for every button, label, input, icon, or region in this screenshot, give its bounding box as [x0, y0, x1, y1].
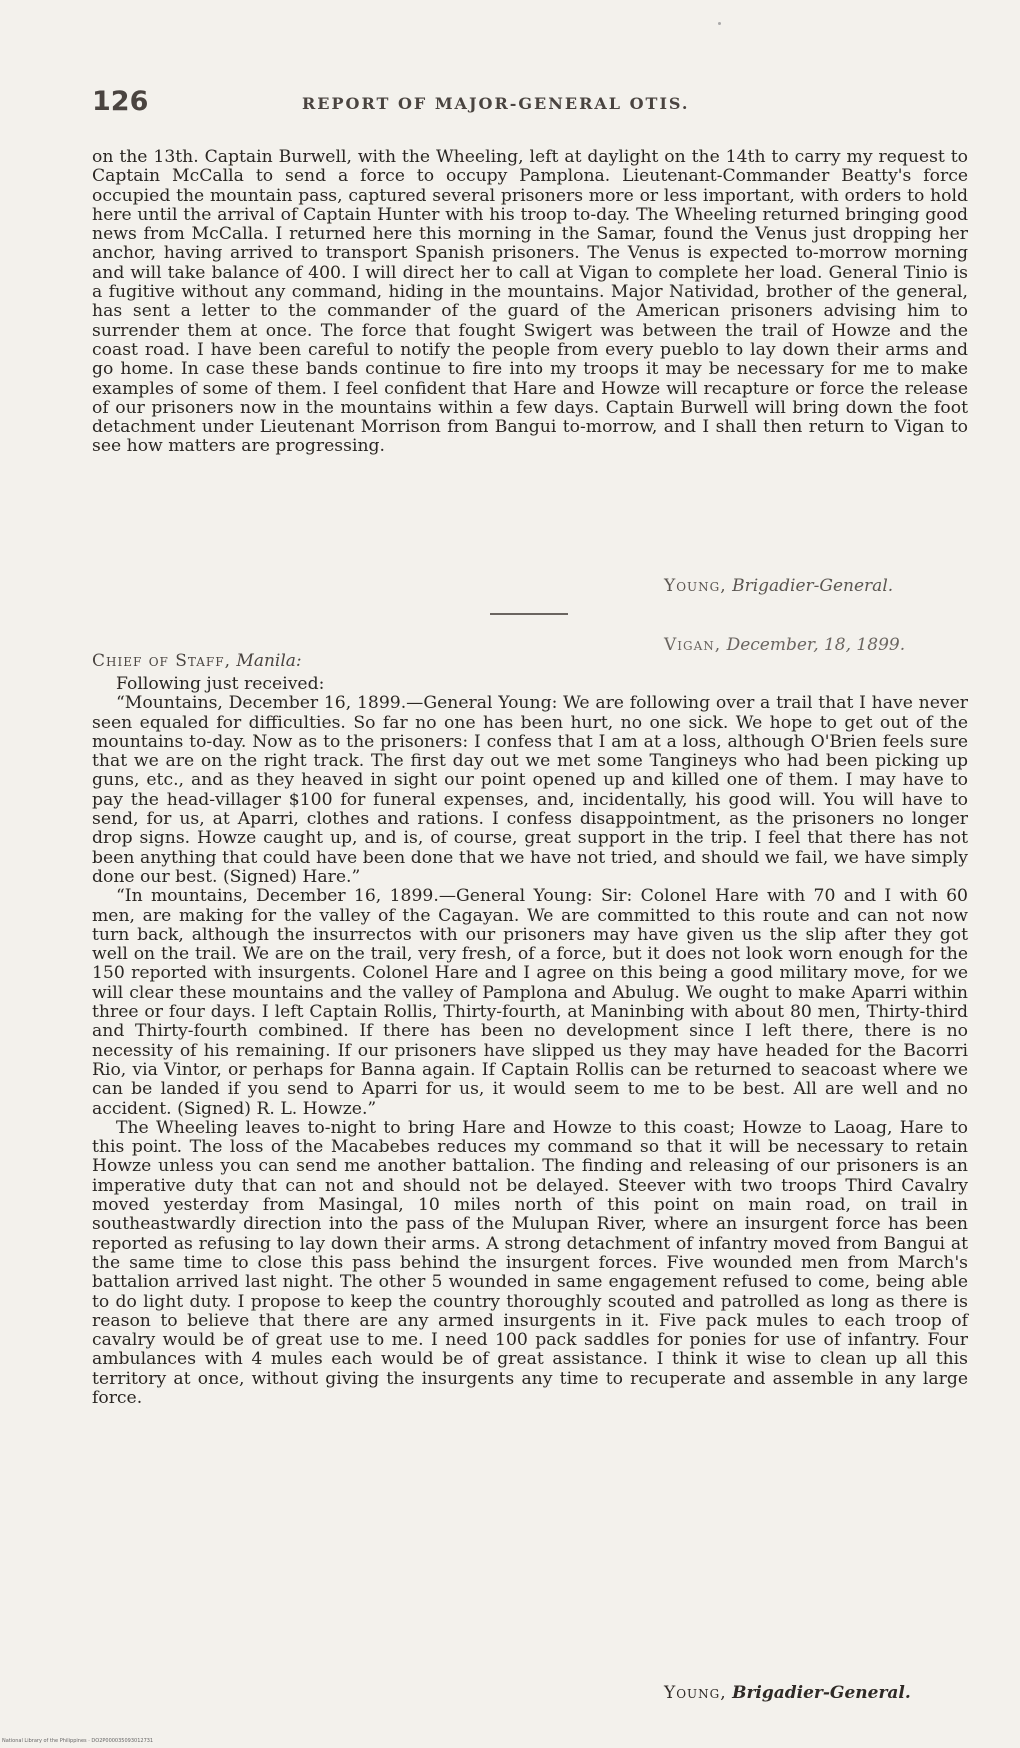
second-dispatch-signature: [664, 1683, 911, 1703]
signature-title: Brigadier-General.: [732, 1683, 911, 1703]
page-header: [92, 86, 932, 126]
signature-title: Brigadier-General.: [732, 576, 894, 596]
signature-name: Young,: [664, 1683, 727, 1703]
signature-name: Young,: [664, 576, 727, 596]
dateline-date: December, 18, 1899.: [726, 635, 906, 655]
dateline-place: Vigan,: [664, 635, 722, 655]
paragraph: Following just received:: [116, 674, 325, 694]
scan-speck: [718, 22, 721, 25]
first-dispatch-body: [92, 148, 968, 457]
addressee-place: Manila:: [236, 651, 302, 671]
addressee: [92, 651, 302, 671]
paragraph: “Mountains, December 16, 1899.—General Young: We are following over a trail that I have never seen equaled for difficulties. So far no one has been hurt, no one sick. We hope to get out of the mountains to-day. Now as to the prisoners: I confess that I am at a loss, although O'Brien feels sure that we are on the right track. The first day out we met some Tangineys who had been picking up guns, etc., and as they heaved in sight our point opened up and killed one of them. I may have to pay the head-villager $100 for funeral expenses, and, incidentally, his good will. You will have to send, for us, at Aparri, clothes and rations. I confess disappointment, as the prisoners no longer drop signs. Howze caught up, and is, of course, great support in the trip. I feel that there has not been anything that could have been done that we have not tried, and should we fail, we have simply done our best. (Signed) Hare.”: [92, 693, 968, 887]
paragraph: “In mountains, December 16, 1899.—General Young: Sir: Colonel Hare with 70 and I with 60 men, are making for the valley of the Cagayan. We are committed to this route and can not now turn back, although the insurrectos with our prisoners may have given us the slip after they got well on the trail. We are on the trail, very fresh, of a force, but it does not look worn enough for the 150 reported with insurgents. Colonel Hare and I agree on this being a good military move, for we will clear these mountains and the valley of Pamplona and Abulug. We ought to make Aparri within three or four days. I left Captain Rollis, Thirty-fourth, at Maninbing with about 80 men, Thirty-third and Thirty-fourth combined. If there has been no development since I left there, there is no necessity of his remaining. If our prisoners have slipped us they may have headed for the Bacorri Rio, via Vintor, or perhaps for Banna again. If Captain Rollis can be returned to seacoast where we can be landed if you send to Aparri for us, it would seem to me to be best. All are well and no accident. (Signed) R. L. Howze.”: [92, 886, 968, 1119]
paragraph: The Wheeling leaves to-night to bring Hare and Howze to this coast; Howze to Laoag, Hare to this point. The loss of the Macabebes reduces my command so that it will be necessary to retain Howze unless you can send me another battalion. The finding and releasing of our prisoners is an imperative duty that can not and should not be delayed. Steever with two troops Third Cavalry moved yesterday from Masingal, 10 miles north of this point on main road, on trail in southeastwardly direction into the pass of the Mulupan River, where an insurgent force has been reported as refusing to lay down their arms. A strong detachment of infantry moved from Bangui at the same time to close this pass behind the insurgent forces. Five wounded men from March's battalion arrived last night. The other 5 wounded in same engagement refused to come, being able to do light duty. I propose to keep the country thoroughly scouted and patrolled as long as there is reason to believe that there are any armed insurgents in it. Five pack mules to each troop of cavalry would be of great use to me. I need 100 pack saddles for ponies for use of infantry. Four ambulances with 4 mules each would be of great assistance. I think it wise to clean up all this territory at once, without giving the insurgents any time to recuperate and assemble in any large force.: [92, 1117, 968, 1408]
dateline: [664, 635, 905, 655]
first-dispatch-text: on the 13th. Captain Burwell, with the Wheeling, left at daylight on the 14th to carry my request to Captain McCalla to send a force to occupy Pamplona. Lieutenant-Commander Beatty's force occupied the mountain pass, captured several prisoners more or less important, with orders to hold here until the arrival of Captain Hunter with his troop to-day. The Wheeling returned bringing good news from McCalla. I returned here this morning in the Samar, found the Venus just dropping her anchor, having arrived to transport Spanish prisoners. The Venus is expected to-morrow morning and will take balance of 400. I will direct her to call at Vigan to complete her load. General Tinio is a fugitive without any command, hiding in the mountains. Major Natividad, brother of the general, has sent a letter to the commander of the guard of the American prisoners advising him to surrender them at once. The force that fought Swigert was between the trail of Howze and the coast road. I have been careful to notify the people from every pueblo to lay down their arms and go home. In case these bands continue to fire into my troops it may be necessary for me to make examples of some of them. I feel confident that Hare and Howze will recapture or force the release of our prisoners now in the mountains within a few days. Captain Burwell will bring down the foot detachment under Lieutenant Morrison from Bangui to-morrow, and I shall then return to Vigan to see how matters are progressing.: [92, 147, 968, 457]
running-title: REPORT OF MAJOR-GENERAL OTIS.: [302, 94, 690, 113]
first-dispatch-signature: [664, 576, 893, 596]
scan-credit: National Library of the Philippines · DO2P000035093012731: [2, 1738, 154, 1744]
addressee-name: Chief of Staff,: [92, 651, 231, 671]
page-number: 126: [92, 86, 149, 117]
section-divider: [490, 613, 568, 615]
second-dispatch-body: [92, 675, 968, 1408]
